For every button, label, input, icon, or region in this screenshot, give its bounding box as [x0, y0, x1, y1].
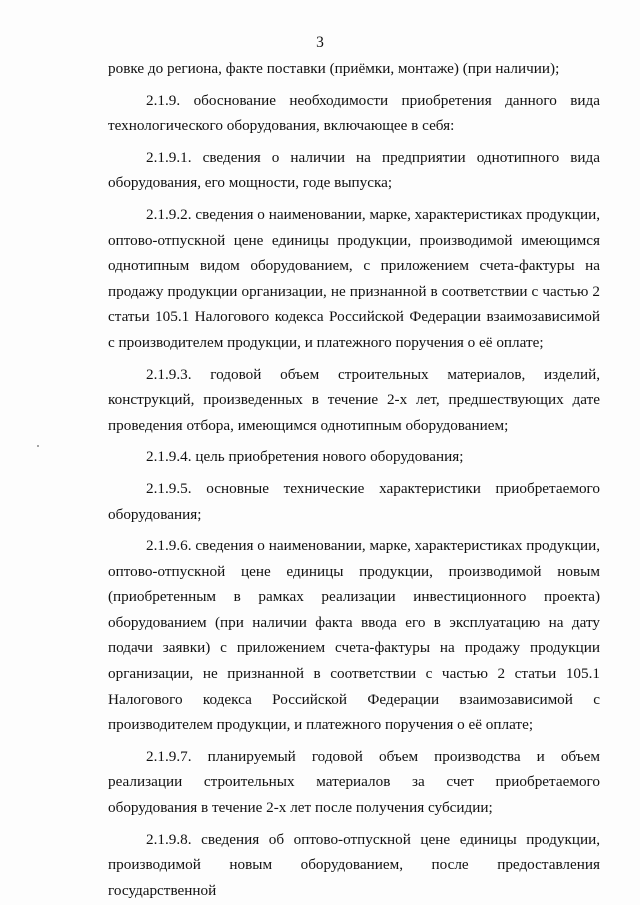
paragraph-2-1-9-7: 2.1.9.7. планируемый годовой объем производства и объем реализации строительных материалов за счет приобретаемого оборудования в течение 2-х лет после получения субсидии; — [108, 747, 600, 817]
document-body — [108, 56, 600, 903]
paragraph-continuation: ровке до региона, факте поставки (приёмки, монтаже) (при наличии); — [108, 60, 560, 77]
paragraph-2-1-9-5: 2.1.9.5. основные технические характеристики приобретаемого оборудования; — [108, 479, 600, 523]
paragraph-2-1-9-6: 2.1.9.6. сведения о наименовании, марке, характеристиках продукции, оптово-отпускной цене единицы продукции, производимой новым (приобретенным в рамках реализации инвестиционного проекта) оборудованием (при наличии факта ввода его в эксплуатацию на дату подачи заявки) с приложением счета-фактуры на продажу продукции организации, не признанной в соответствии с частью 2 статьи 105.1 Налогового кодекса Российской Федерации взаимозависимой с производителем продукции, и платежного поручения о её оплате; — [108, 537, 600, 734]
paragraph-2-1-9-4: 2.1.9.4. цель приобретения нового оборудования; — [146, 448, 464, 466]
paragraph-2-1-9: 2.1.9. обоснование необходимости приобретения данного вида технологического оборудования, включающее в себя: — [108, 91, 600, 135]
paragraph-2-1-9-3: 2.1.9.3. годовой объем строительных материалов, изделий, конструкций, произведенных в течение 2-х лет, предшествующих дате проведения отбора, имеющимся однотипным оборудованием; — [108, 365, 600, 434]
scan-speck — [37, 445, 39, 447]
paragraph-2-1-9-2: 2.1.9.2. сведения о наименовании, марке, характеристиках продукции, оптово-отпускной цене единицы продукции, производимой имеющимся однотипным видом оборудованием, с приложением счета-фактуры на продажу продукции организации, не признанной в соответствии с частью 2 статьи 105.1 Налогового кодекса Российской Федерации взаимозависимой с производителем продукции, и платежного поручения о её оплате; — [108, 205, 600, 351]
paragraph-2-1-9-1: 2.1.9.1. сведения о наличии на предприятии однотипного вида оборудования, его мощности, годе выпуска; — [108, 148, 600, 192]
paragraph-2-1-9-8: 2.1.9.8. сведения об оптово-отпускной цене единицы продукции, производимой новым оборудованием, после предоставления государственной — [108, 830, 600, 899]
page-number: 3 — [316, 34, 324, 51]
